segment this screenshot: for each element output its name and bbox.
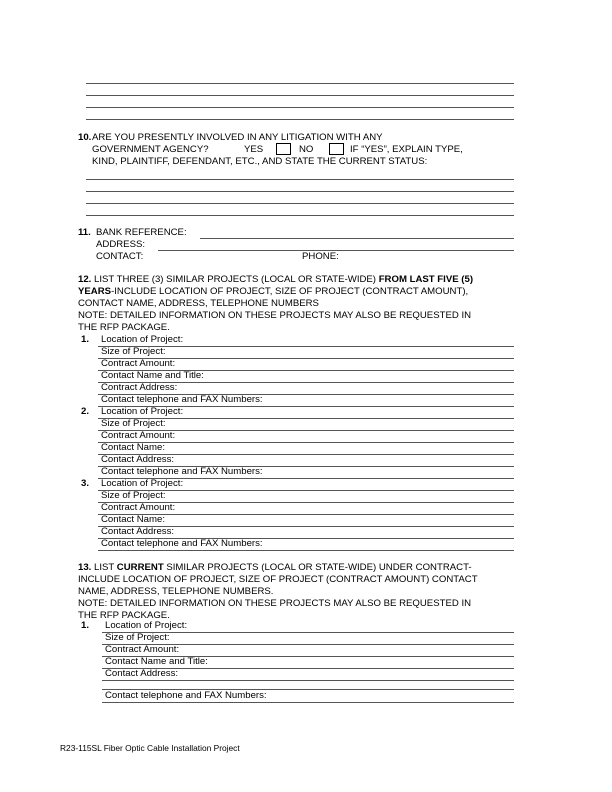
section-12-line1 — [78, 274, 473, 286]
field-label: Contact Address: — [101, 526, 175, 537]
project-number: 1. — [81, 620, 90, 631]
field-label: Contact telephone and FAX Numbers: — [101, 394, 263, 405]
phone-label: PHONE: — [302, 251, 339, 262]
answer-line[interactable] — [86, 107, 514, 108]
no-checkbox[interactable] — [329, 143, 344, 155]
field-label: Contact telephone and FAX Numbers: — [105, 690, 267, 701]
field-label: Location of Project: — [101, 406, 184, 417]
field-label: Contact telephone and FAX Numbers: — [101, 466, 263, 477]
field-label: Contact Name: — [101, 514, 165, 525]
address-label: ADDRESS: — [96, 239, 146, 250]
answer-line[interactable] — [86, 83, 514, 84]
contact-label: CONTACT: — [96, 251, 144, 262]
field-label: Size of Project: — [101, 346, 166, 357]
section-12-line3: CONTACT NAME, ADDRESS, TELEPHONE NUMBERS — [78, 298, 319, 309]
section-10-number: 10. — [78, 132, 92, 143]
project-number: 2. — [81, 406, 90, 417]
section-12-line2 — [78, 286, 468, 298]
section-13-line2: INCLUDE LOCATION OF PROJECT, SIZE OF PROJECT (CONTRACT AMOUNT) CONTACT — [78, 574, 478, 585]
bank-reference-field[interactable] — [200, 238, 514, 239]
field-label: Size of Project: — [105, 632, 170, 643]
project-number: 3. — [81, 478, 90, 489]
section-13-current: CURRENT — [116, 562, 164, 573]
field-label: Size of Project: — [101, 418, 166, 429]
field-label: Contact Name and Title: — [101, 370, 204, 381]
page-footer: R23-115SL Fiber Optic Cable Installation Project — [60, 743, 240, 753]
section-12-years: YEARS — [78, 286, 112, 297]
field-label: Location of Project: — [105, 620, 188, 631]
section-12-note-cont: THE RFP PACKAGE. — [78, 322, 170, 333]
section-12-bold: FROM LAST FIVE (5) — [378, 274, 474, 285]
section-10-instruction: KIND, PLAINTIFF, DEFENDANT, ETC., AND STATE THE CURRENT STATUS: — [92, 156, 428, 167]
field-label: Contact telephone and FAX Numbers: — [101, 538, 263, 549]
answer-line[interactable] — [86, 95, 514, 96]
form-row[interactable] — [98, 538, 514, 551]
if-yes-label: IF “YES”, EXPLAIN TYPE, — [350, 144, 463, 155]
answer-line[interactable] — [86, 119, 514, 120]
yes-label: YES — [244, 144, 264, 155]
field-label: Contact Name: — [101, 442, 165, 453]
form-row[interactable] — [102, 690, 514, 703]
section-13-number: 13. — [78, 562, 92, 573]
section-10-question: ARE YOU PRESENTLY INVOLVED IN ANY LITIGATION WITH ANY — [92, 132, 383, 143]
section-13-line3: NAME, ADDRESS, TELEPHONE NUMBERS. — [78, 586, 274, 597]
field-label: Contract Amount: — [101, 430, 176, 441]
field-label: Contact Address: — [105, 668, 179, 679]
field-label: Contract Address: — [101, 382, 178, 393]
section-13-note: NOTE: DETAILED INFORMATION ON THESE PROJECTS MAY ALSO BE REQUESTED IN — [78, 598, 472, 609]
project-number: 1. — [81, 334, 90, 345]
section-13-text: LIST — [94, 562, 115, 573]
field-label: Size of Project: — [101, 490, 166, 501]
section-12-number: 12. — [78, 274, 92, 285]
section-10-question-cont: GOVERNMENT AGENCY? — [92, 144, 209, 155]
section-12-text2: -INCLUDE LOCATION OF PROJECT, SIZE OF PROJECT (CONTRACT AMOUNT), — [111, 286, 469, 297]
answer-line[interactable] — [86, 191, 514, 192]
section-13-text-cont: SIMILAR PROJECTS (LOCAL OR STATE-WIDE) UNDER CONTRACT- — [166, 562, 472, 573]
section-13-note-cont: THE RFP PACKAGE. — [78, 610, 170, 621]
field-label: Contract Amount: — [105, 644, 180, 655]
section-12-note: NOTE: DETAILED INFORMATION ON THESE PROJECTS MAY ALSO BE REQUESTED IN — [78, 310, 472, 321]
field-label: Contact Name and Title: — [105, 656, 208, 667]
field-label: Location of Project: — [101, 478, 184, 489]
no-label: NO — [299, 144, 314, 155]
form-row[interactable] — [102, 668, 514, 681]
answer-line[interactable] — [86, 215, 514, 216]
answer-line[interactable] — [86, 203, 514, 204]
field-label: Location of Project: — [101, 334, 184, 345]
section-13-line1 — [78, 562, 472, 574]
field-label: Contract Amount: — [101, 502, 176, 513]
field-label: Contact Address: — [101, 454, 175, 465]
field-label: Contract Amount: — [101, 358, 176, 369]
bank-reference-label: BANK REFERENCE: — [96, 227, 187, 238]
section-11-number: 11. — [78, 227, 91, 238]
answer-line[interactable] — [86, 179, 514, 180]
section-12-text: LIST THREE (3) SIMILAR PROJECTS (LOCAL OR STATE-WIDE) — [94, 274, 377, 285]
yes-checkbox[interactable] — [276, 143, 291, 155]
